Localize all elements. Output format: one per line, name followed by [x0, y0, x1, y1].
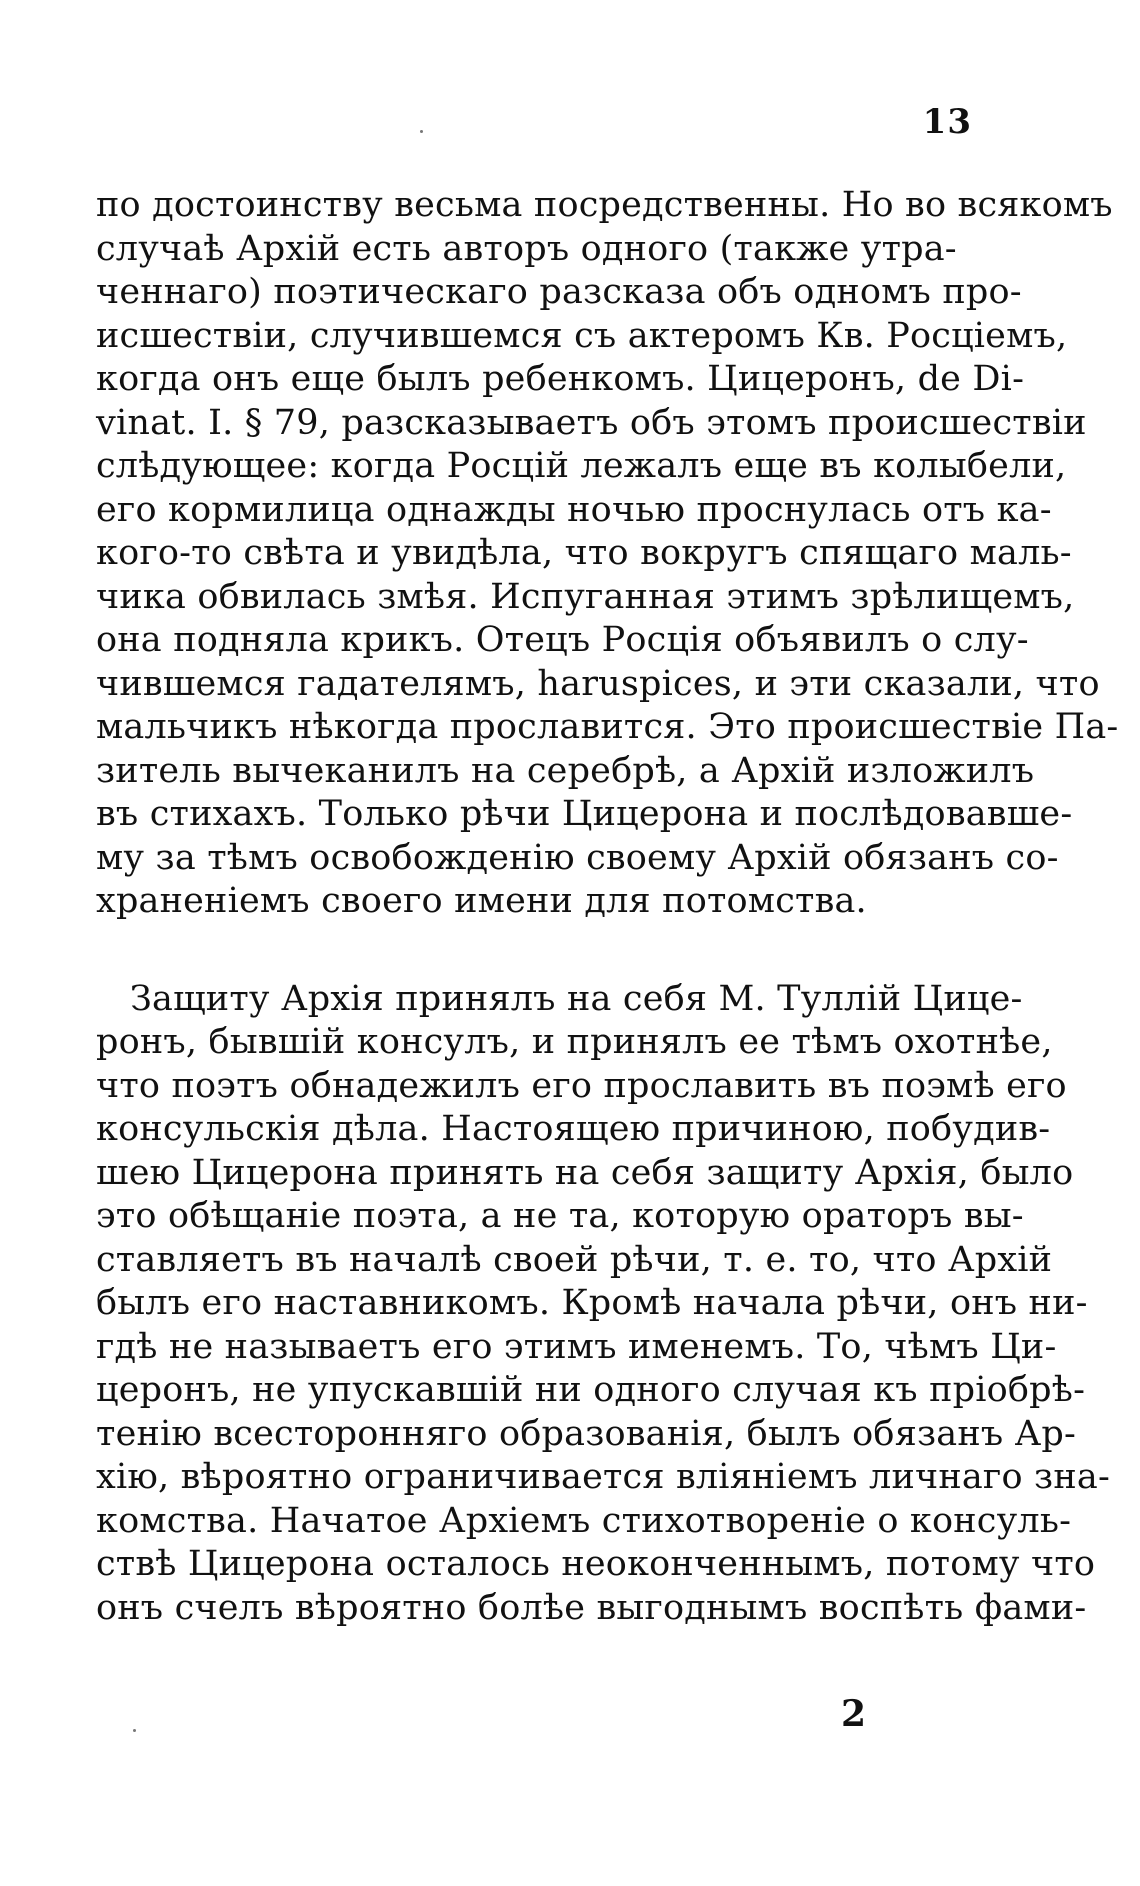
- text-line: кого-то свѣта и увидѣла, что вокругъ спящаго маль-: [96, 533, 1072, 573]
- print-speck: [133, 1729, 136, 1732]
- signature-mark: 2: [841, 1693, 867, 1735]
- text-line: гдѣ не называетъ его этимъ именемъ. То, чѣмъ Ци-: [96, 1326, 1057, 1367]
- text-line: зитель вычеканилъ на серебрѣ, а Архій изложилъ: [96, 750, 1035, 791]
- body-text: [96, 184, 1119, 1630]
- text-line: исшествіи, случившемся съ актеромъ Кв. Росціемъ,: [96, 315, 1068, 356]
- text-line: чика обвилась змѣя. Испуганная этимъ зрѣлищемъ,: [96, 576, 1075, 617]
- text-line: онъ счелъ вѣроятно болѣе выгоднымъ воспѣть фами-: [96, 1587, 1087, 1628]
- text-line: храненіемъ своего имени для потомства.: [96, 881, 867, 921]
- print-speck: [420, 130, 423, 133]
- text-line: комства. Начатое Архіемъ стихотвореніе о консуль-: [96, 1500, 1072, 1541]
- text-line: это обѣщаніе поэта, а не та, которую ораторъ вы-: [96, 1196, 1024, 1236]
- text-line: хію, вѣроятно ограничивается вліяніемъ личнаго зна-: [96, 1457, 1110, 1497]
- text-line: что поэтъ обнадежилъ его прославить въ поэмѣ его: [96, 1065, 1067, 1106]
- text-line: консульскія дѣла. Настоящею причиною, побудив-: [96, 1109, 1051, 1149]
- text-line: когда онъ еще былъ ребенкомъ. Цицеронъ, de Di-: [96, 359, 1025, 399]
- text-line: его кормилица однажды ночью проснулась отъ ка-: [96, 489, 1052, 530]
- text-line: шею Цицерона принять на себя защиту Архія, было: [96, 1152, 1074, 1193]
- text-line: случаѣ Архій есть авторъ одного (также утра-: [96, 228, 957, 269]
- text-line: му за тѣмъ освобожденію своему Архій обязанъ со-: [96, 837, 1059, 878]
- text-line: Защиту Архія принялъ на себя М. Туллій Цице-: [130, 978, 1023, 1019]
- text-line: слѣдующее: когда Росцій лежалъ еще въ колыбели,: [96, 446, 1067, 486]
- text-line: ставляетъ въ началѣ своей рѣчи, т. е. то, что Архій: [96, 1239, 1053, 1280]
- text-line: мальчикъ нѣкогда прославится. Это происшествіе Па-: [96, 707, 1119, 747]
- text-line: ствѣ Цицерона осталось неоконченнымъ, потому что: [96, 1544, 1096, 1584]
- text-line: ронъ, бывшій консулъ, и принялъ ее тѣмъ охотнѣе,: [96, 1022, 1053, 1062]
- text-line: она подняла крикъ. Отецъ Росція объявилъ о слу-: [96, 620, 1029, 660]
- text-line: церонъ, не упускавшій ни одного случая къ пріобрѣ-: [96, 1370, 1086, 1410]
- paragraph-2: [96, 978, 1110, 1631]
- text-line: тенію всесторонняго образованія, былъ обязанъ Ар-: [96, 1413, 1076, 1454]
- paragraph-1: [96, 184, 1119, 924]
- text-line: vinat. I. § 79, разсказываетъ объ этомъ происшествіи: [96, 402, 1087, 443]
- text-line: въ стихахъ. Только рѣчи Цицерона и послѣдовавше-: [96, 794, 1073, 834]
- text-line: ченнаго) поэтическаго разсказа объ одномъ про-: [96, 272, 1022, 312]
- text-line: былъ его наставникомъ. Кромѣ начала рѣчи, онъ ни-: [96, 1283, 1088, 1323]
- page-number: 13: [922, 102, 972, 142]
- text-line: по достоинству весьма посредственны. Но во всякомъ: [96, 185, 1113, 225]
- text-line: чившемся гадателямъ, haruspices, и эти сказали, что: [96, 663, 1100, 704]
